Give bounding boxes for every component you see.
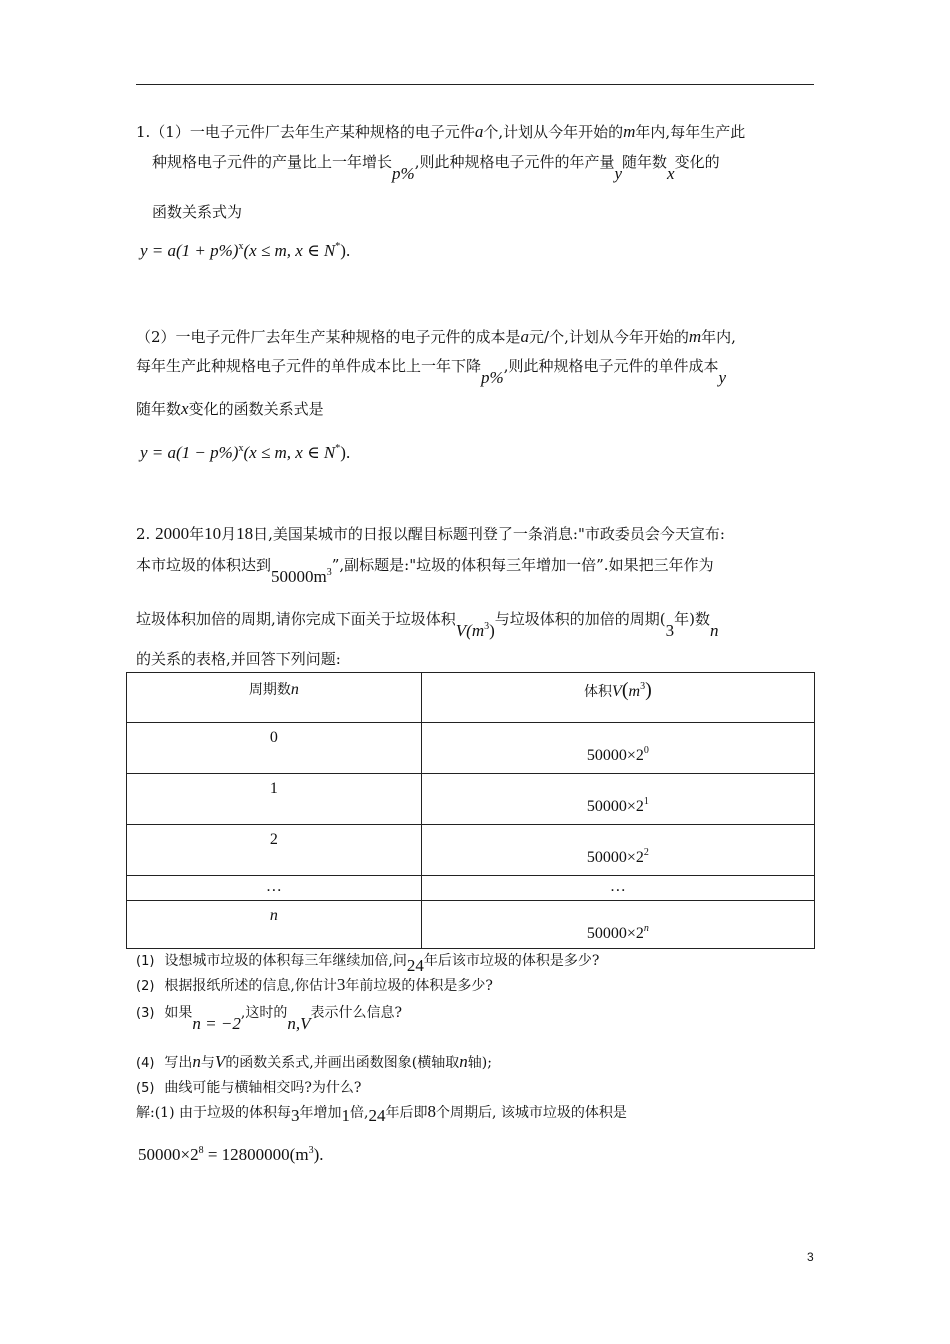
table-header-row xyxy=(127,673,815,723)
period-cell: n xyxy=(127,901,422,949)
question-1: (1) 设想城市垃圾的体积每三年继续加倍,问24年后该市垃圾的体积是多少? xyxy=(136,953,600,975)
table-row xyxy=(127,876,815,901)
header-volume: 体积$V(m^3)$ xyxy=(421,673,814,723)
q2-line-1: 2. 2000年10月18日,美国某城市的日报以醒目标题刊登了一条消息:"市政委员会今天宣布: xyxy=(136,524,725,543)
p2-line-3: 随年数x变化的函数关系式是 xyxy=(136,399,324,418)
period-cell: 1 xyxy=(127,774,422,825)
header-rule xyxy=(136,84,814,85)
period-cell: … xyxy=(127,876,422,901)
volume-cell: $50000\times 2^1$ xyxy=(421,774,814,825)
q2-line-2: 本市垃圾的体积达到$50000m^3$”,副标题是:"垃圾的体积每三年增加一倍”.如果把三年作为 xyxy=(136,556,714,586)
table-row xyxy=(127,825,815,876)
question-3: (3) 如果n = −2,这时的n,V表示什么信息? xyxy=(136,1005,402,1033)
question-4: (4) 写出n与V的函数关系式,并画出函数图象(横轴取n轴); xyxy=(136,1052,492,1071)
p2-line-1: （2）一电子元件厂去年生产某种规格的电子元件的成本是a元/个,计划从今年开始的m年内, xyxy=(136,327,736,346)
q2-line-4: 的关系的表格,并回答下列问题: xyxy=(136,650,341,668)
formula-2: $y = a(1 - p\%)^x(x \le m$, x ∈ N*). xyxy=(140,443,351,462)
solution-formula: $50000\times 2^8 = 12800000(m^3)$. xyxy=(138,1145,324,1164)
solution-line-1: 解:(1) 由于垃圾的体积每3年增加1倍,24年后即8个周期后, 该城市垃圾的体积是 xyxy=(136,1102,627,1125)
table-row xyxy=(127,723,815,774)
question-2: (2) 根据报纸所述的信息,你估计3年前垃圾的体积是多少? xyxy=(136,975,493,994)
p1-line-1: 1.（1）一电子元件厂去年生产某种规格的电子元件a个,计划从今年开始的m年内,每年生产此 xyxy=(136,122,746,141)
volume-table xyxy=(126,672,815,949)
header-period: 周期数n xyxy=(127,673,422,723)
volume-cell: $50000\times 2^2$ xyxy=(421,825,814,876)
period-cell: 0 xyxy=(127,723,422,774)
p1-line-3: 函数关系式为 xyxy=(152,203,243,221)
table-row xyxy=(127,774,815,825)
period-cell: 2 xyxy=(127,825,422,876)
question-5: (5) 曲线可能与横轴相交吗?为什么? xyxy=(136,1080,362,1096)
volume-cell: … xyxy=(421,876,814,901)
table-row xyxy=(127,901,815,949)
q2-line-3: 垃圾体积加倍的周期,请你完成下面关于垃圾体积$V(m^3)$与垃圾体积的加倍的周期(3年)数n xyxy=(136,610,719,640)
page-number: 3 xyxy=(807,1250,814,1264)
formula-1: $y = a(1 + p\%)^x(x \le m$, x ∈ N*). xyxy=(140,241,351,260)
p1-line-2: 种规格电子元件的产量比上一年增长p%,则此种规格电子元件的年产量y随年数x变化的 xyxy=(152,153,720,183)
p2-line-2: 每年生产此种规格电子元件的单件成本比上一年下降p%,则此种规格电子元件的单件成本y xyxy=(136,357,727,387)
volume-cell: $50000\times 2^n$ xyxy=(421,901,814,949)
volume-cell: $50000\times 2^0$ xyxy=(421,723,814,774)
